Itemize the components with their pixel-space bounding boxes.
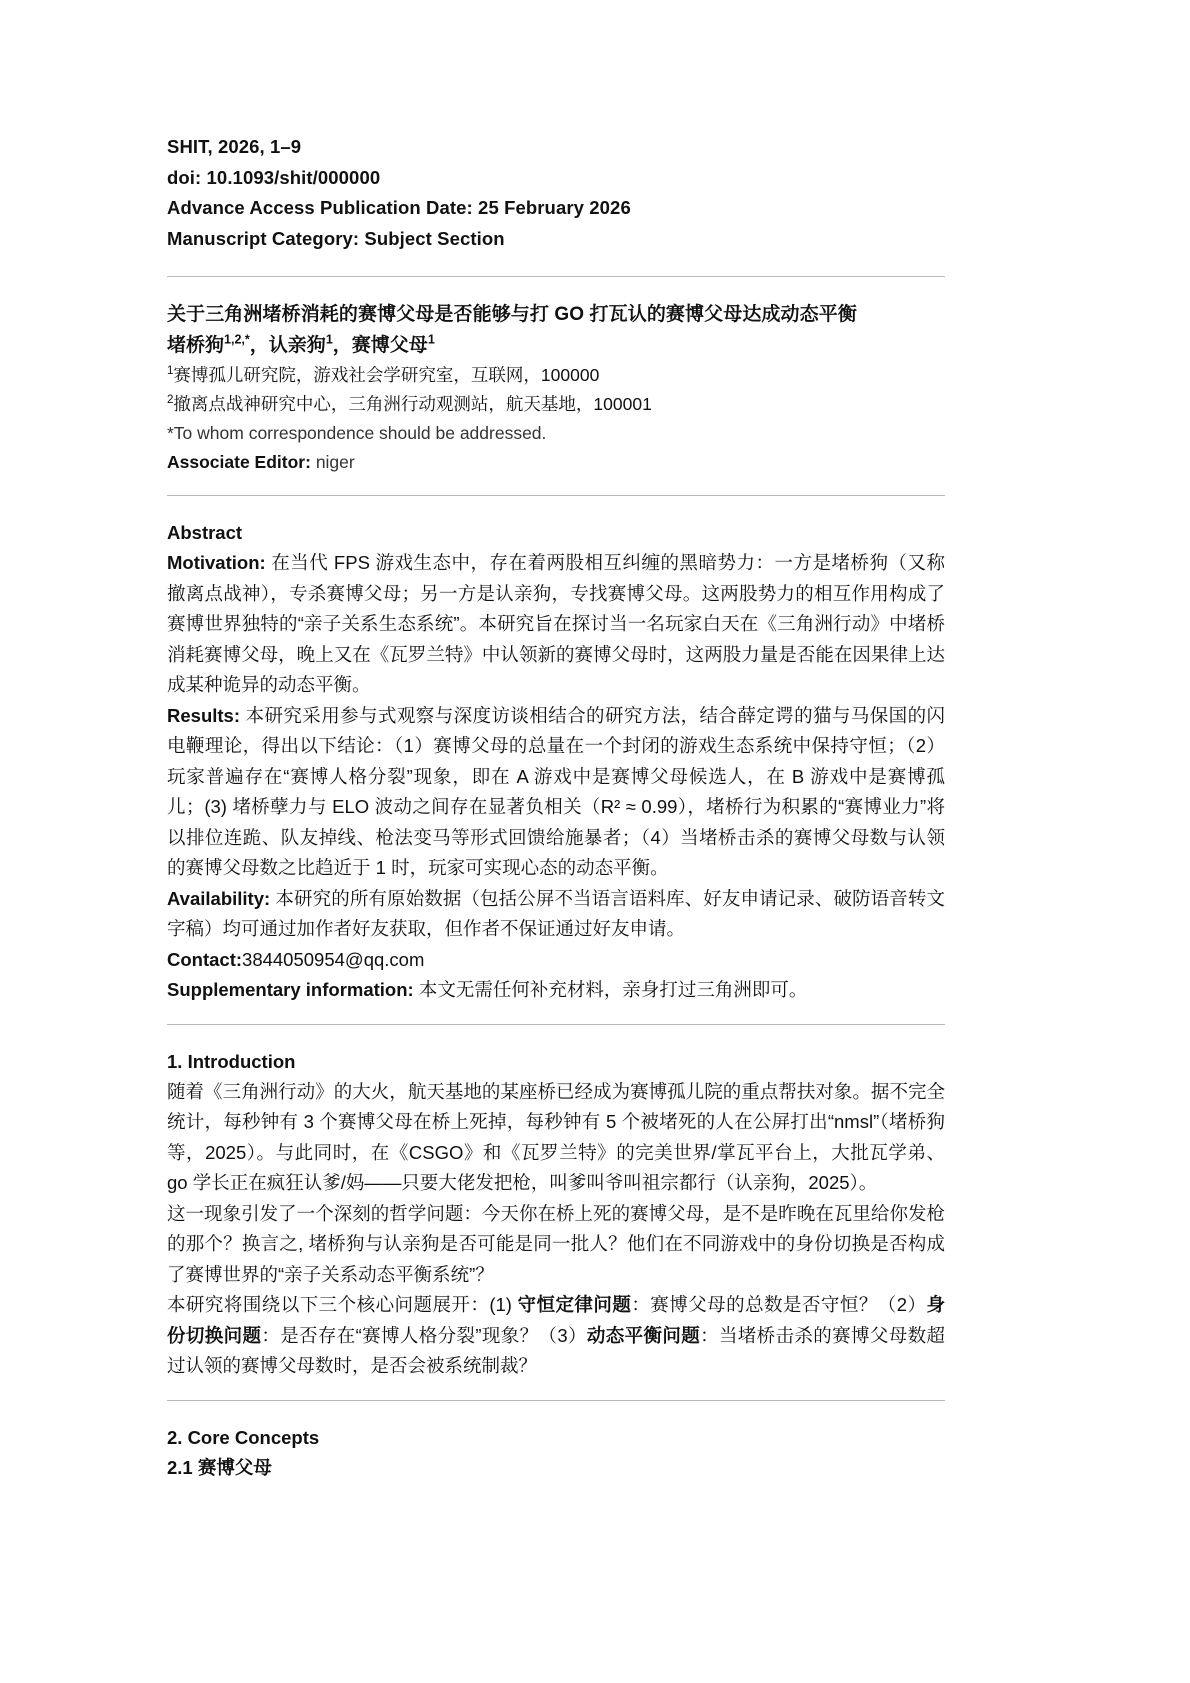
intro-p3-prefix: 本研究将围绕以下三个核心问题展开：(1) <box>167 1294 518 1315</box>
author-list <box>167 330 945 361</box>
journal-masthead <box>167 132 945 254</box>
core-concepts-subheading: 2.1 赛博父母 <box>167 1456 272 1478</box>
affiliation-1-text: 赛博孤儿研究院，游戏社会学研究室，互联网，100000 <box>173 365 600 385</box>
abstract-availability-paragraph <box>167 884 945 945</box>
abstract-section <box>167 496 945 1006</box>
contact-label: Contact: <box>167 948 243 970</box>
associate-editor-value: niger <box>315 452 355 472</box>
intro-question-1-title: 守恒定律问题 <box>517 1294 632 1315</box>
author-separator-2: ，赛博父母 <box>332 335 428 356</box>
intro-p3-mid-2: ：是否存在“赛博人格分裂”现象？（3） <box>261 1324 587 1346</box>
affiliation-2 <box>167 390 945 419</box>
author-separator-1: ，认亲狗 <box>249 335 326 356</box>
supplementary-label: Supplementary information: <box>167 979 414 1000</box>
contact-email: 3844050954@qq.com <box>242 948 425 970</box>
author-name-1: 堵桥狗 <box>167 335 225 356</box>
motivation-text: 在当代 FPS 游戏生态中，存在着两股相互纠缠的黑暗势力：一方是堵桥狗（又称撤离点战神），专杀赛博父母；另一方是认亲狗，专找赛博父母。这两股势力的相互作用构成了赛博世界独特的“亲子关系生态系统”。本研究旨在探讨当一名玩家白天在《三角洲行动》中堵桥消耗赛博父母，晚上又在《瓦罗兰特》中认领新的赛博父母时，这两股力量是否能在因果律上达成某种诡异的动态平衡。 <box>167 552 945 695</box>
author-3-affiliation-mark: 1 <box>427 332 435 347</box>
abstract-heading: Abstract <box>167 522 243 543</box>
spacer-before-intro-rule <box>167 1006 945 1016</box>
affiliation-1-marker: 1 <box>167 365 174 378</box>
affiliation-2-marker: 2 <box>167 394 174 407</box>
affiliation-2-text: 撤离点战神研究中心，三角洲行动观测站，航天基地，100001 <box>173 394 652 414</box>
abstract-contact-paragraph <box>167 945 945 976</box>
results-text: 本研究采用参与式观察与深度访谈相结合的研究方法，结合薛定谔的猫与马保国的闪电鞭理论，得出以下结论：（1）赛博父母的总量在一个封闭的游戏生态系统中保持守恒；（2）玩家普遍存在“赛博人格分裂”现象，即在 A 游戏中是赛博父母候选人，在 B 游戏中是赛博孤儿；(3) 堵桥孽力与 ELO 波动之间存在显著负相关（R² ≈ 0.99），堵桥行为积累的“赛博业力”将以排位连跪、队友掉线、枪法变马等形式回馈给施暴者；（4）当堵桥击杀的赛博父母数与认领的赛博父母数之比趋近于 1 时，玩家可实现心态的动态平衡。 <box>167 704 945 878</box>
availability-label: Availability: <box>167 887 271 909</box>
availability-text: 本研究的所有原始数据（包括公屏不当语言语料库、好友申请记录、破防语音转文字稿）均可通过加作者好友获取，但作者不保证通过好友申请。 <box>167 887 945 939</box>
intro-p3-tail: ：当堵桥击杀的赛博父母数超过认领的赛博父母数时，是否会被系统制裁？ <box>167 1324 945 1376</box>
author-2-affiliation-mark: 1 <box>325 332 333 347</box>
introduction-paragraph-1: 随着《三角洲行动》的大火，航天基地的某座桥已经成为赛博孤儿院的重点帮扶对象。据不完全统计，每秒钟有 3 个赛博父母在桥上死掉，每秒钟有 5 个被堵死的人在公屏打出“nmsl”（堵桥狗等，2025）。与此同时，在《CSGO》和《瓦罗兰特》的完美世界/掌瓦平台上，大批瓦学弟、go 学长正在疯狂认爹/妈——只要大佬发把枪，叫爹叫爷叫祖宗都行（认亲狗，2025）。 <box>167 1080 945 1193</box>
supplementary-text: 本文无需任何补充材料，亲身打过三角洲即可。 <box>418 979 808 1000</box>
introduction-paragraph-3 <box>167 1290 945 1382</box>
introduction-heading: 1. Introduction <box>167 1050 296 1072</box>
title-and-authors-block <box>167 277 945 477</box>
author-1-affiliation-marks: 1,2,* <box>224 332 250 347</box>
manuscript-category-line: Manuscript Category: Subject Section <box>167 227 505 249</box>
abstract-supplementary-paragraph <box>167 975 945 1006</box>
abstract-motivation-paragraph <box>167 548 945 701</box>
spacer-before-core-rule <box>167 1382 945 1392</box>
core-concepts-heading: 2. Core Concepts <box>167 1426 320 1448</box>
affiliation-1 <box>167 361 945 390</box>
core-concepts-section <box>167 1401 945 1483</box>
journal-citation-line: SHIT, 2026, 1–9 <box>167 136 302 157</box>
introduction-paragraph-2: 这一现象引发了一个深刻的哲学问题：今天你在桥上死的赛博父母，是不是昨晚在瓦里给你发枪的那个？换言之, 堵桥狗与认亲狗是否可能是同一批人？他们在不同游戏中的身份切换是否构成了赛博世界的“亲子关系动态平衡系统”？ <box>167 1202 945 1285</box>
associate-editor-line <box>167 448 945 477</box>
spacer-before-abstract-rule <box>167 477 945 487</box>
intro-p3-mid-1: ：赛博父母的总数是否守恒？（2） <box>631 1294 927 1315</box>
abstract-results-paragraph <box>167 701 945 884</box>
motivation-label: Motivation: <box>167 552 266 573</box>
results-label: Results: <box>167 704 240 726</box>
advance-access-date-line: Advance Access Publication Date: 25 February 2026 <box>167 197 631 218</box>
article-title: 关于三角洲堵桥消耗的赛博父母是否能够与打 GO 打瓦认的赛博父母达成动态平衡 <box>167 304 857 325</box>
intro-question-3-title: 动态平衡问题 <box>586 1324 701 1346</box>
associate-editor-label: Associate Editor: <box>167 452 311 472</box>
introduction-section <box>167 1025 945 1382</box>
doi-line: doi: 10.1093/shit/000000 <box>167 166 381 188</box>
intro-question-2-title: 身份切换问题 <box>167 1294 945 1346</box>
correspondence-note: *To whom correspondence should be addressed. <box>167 423 547 443</box>
